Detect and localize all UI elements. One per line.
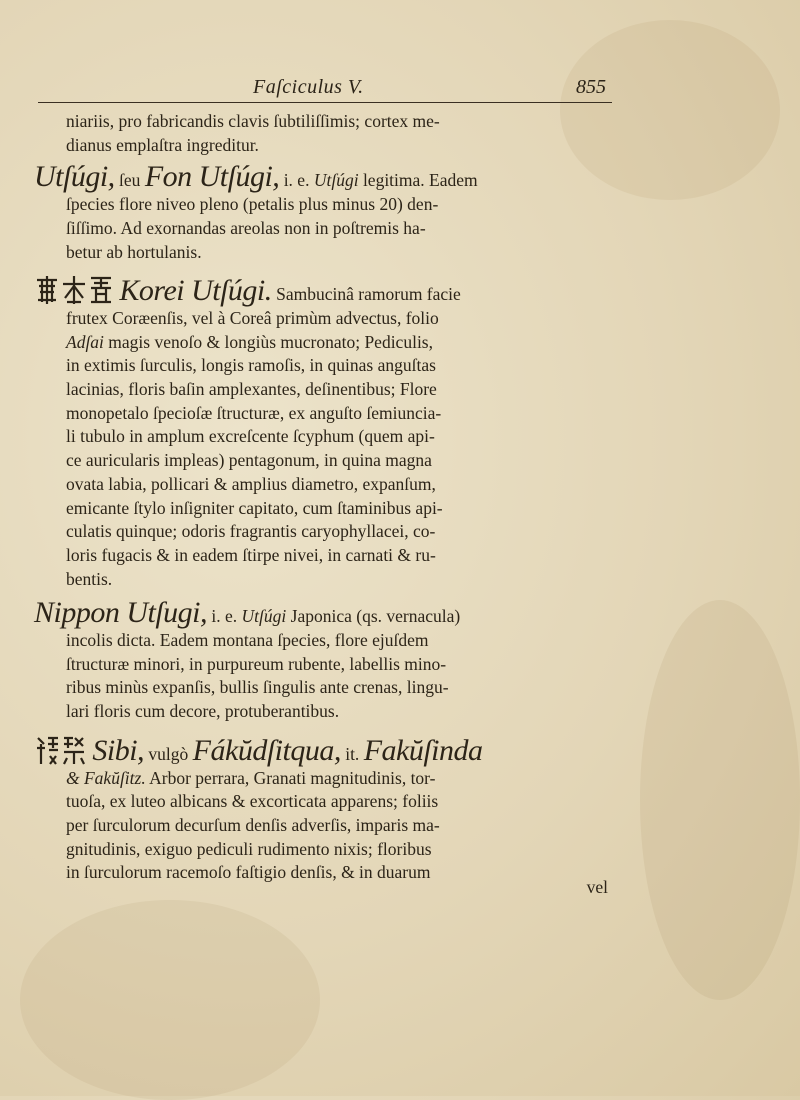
chinese-characters-icon — [34, 274, 60, 306]
italic-word: & Fakŭſitz. — [66, 767, 146, 788]
running-head — [38, 74, 612, 103]
headword: Sibi, — [92, 733, 145, 767]
text-block — [34, 110, 616, 885]
paper-stain — [640, 600, 800, 1000]
chinese-characters-icon — [88, 274, 114, 306]
text-line — [46, 331, 616, 355]
headword-alt: Fon Utſúgi, — [144, 160, 280, 194]
text-line: tuoſa, ex luteo albicans & excorticata apparens; foliis — [66, 791, 439, 812]
chinese-characters-icon — [61, 734, 87, 766]
text-line: ſiſſimo. Ad exornandas areolas non in poſtremis ha- — [66, 217, 426, 238]
catchword: vel — [586, 877, 608, 897]
headword: Korei Utſúgi. — [119, 274, 272, 308]
paragraph-continuation — [46, 110, 616, 157]
text-line: gnitudinis, exiguo pediculi rudimento nixis; floribus — [66, 838, 432, 859]
italic-word: Adſai — [66, 331, 104, 352]
text-line: ce auricularis impleas) pentagonum, in quina magna — [66, 450, 432, 471]
tail-text: vulgò — [144, 743, 193, 764]
text-line: incolis dicta. Eadem montana ſpecies, flore ejuſdem — [66, 630, 429, 651]
tail-text: it. — [340, 743, 364, 764]
text-line: lacinias, floris baſin amplexantes, deſinentibus; Flore — [66, 379, 437, 400]
entry-sibi — [46, 734, 616, 885]
paper-stain — [20, 900, 320, 1100]
text-line: bentis. — [66, 568, 113, 589]
page-number: 855 — [576, 76, 606, 98]
text-line: ſpecies flore niveo pleno (petalis plus minus 20) den- — [66, 194, 439, 215]
text-line: frutex Coræenſis, vel à Coreâ primùm advectus, folio — [66, 307, 439, 328]
text-fragment: Arbor perrara, Granati magnitudinis, tor- — [145, 767, 436, 788]
headword-alt: Fakŭſinda — [363, 733, 483, 767]
text-line: ſtructuræ minori, in purpureum rubente, labellis mino- — [66, 653, 447, 674]
entry-korei-utsugi — [46, 274, 616, 591]
tail-text: Sambucinâ ramorum facie — [271, 284, 461, 305]
running-title: Faſciculus V. — [253, 76, 364, 98]
entry-head-line — [34, 734, 616, 767]
text-line: ovata labia, pollicari & amplius diametro, expanſum, — [66, 473, 436, 494]
text-line: per ſurculorum decurſum denſis adverſis, imparis ma- — [66, 814, 440, 835]
text-line: betur ab hortulanis. — [66, 241, 202, 262]
text-line: culatis quinque; odoris fragrantis caryophyllacei, co- — [66, 521, 436, 542]
tail-italic: Utſúgi — [241, 606, 287, 627]
text-line: lari floris cum decore, protuberantibus. — [66, 701, 340, 722]
chinese-characters-icon — [34, 734, 60, 766]
entry-head-line — [34, 596, 616, 630]
text-line: dianus emplaſtra ingreditur. — [66, 134, 259, 155]
tail-text: i. e. — [279, 170, 314, 191]
text-line: in extimis ſurculis, longis ramoſis, in quinas anguſtas — [66, 355, 436, 376]
tail-italic: Utſúgi — [313, 170, 359, 191]
text-line: in ſurculorum racemoſo faſtigio denſis, & in duarum — [66, 862, 431, 883]
entry-head-line — [34, 160, 616, 194]
tail-text: Japonica (qs. vernacula) — [286, 606, 461, 627]
joiner-text: ſeu — [114, 170, 145, 191]
text-line: emicante ſtylo inſigniter capitato, cum ſtaminibus api- — [66, 497, 443, 518]
headword: Utſúgi, — [34, 160, 115, 194]
entry-utsugi — [34, 160, 616, 264]
text-line: monopetalo ſpecioſæ ſtructuræ, ex anguſto ſemiuncia- — [66, 402, 442, 423]
headword: Nippon Utſugi, — [34, 596, 208, 630]
chinese-characters-icon — [61, 274, 87, 306]
text-line: li tubulo in amplum excreſcente ſcyphum (quem api- — [66, 426, 435, 447]
tail-text: i. e. — [207, 606, 242, 627]
text-line: loris fugacis & in eadem ſtirpe nivei, in carnati & ru- — [66, 544, 436, 565]
text-line: niariis, pro fabricandis clavis ſubtiliſſimis; cortex me- — [66, 111, 440, 131]
entry-head-line — [34, 274, 616, 307]
headword-alt: Fákŭdſitqua, — [192, 733, 341, 767]
tail-text: legitima. Eadem — [358, 170, 478, 191]
text-line — [46, 767, 616, 791]
text-fragment: magis venoſo & longiùs mucronato; Pediculis, — [103, 331, 433, 352]
text-line: ribus minùs expanſis, bullis ſingulis ante crenas, lingu- — [66, 677, 449, 698]
entry-nippon-utsugi — [34, 596, 616, 724]
